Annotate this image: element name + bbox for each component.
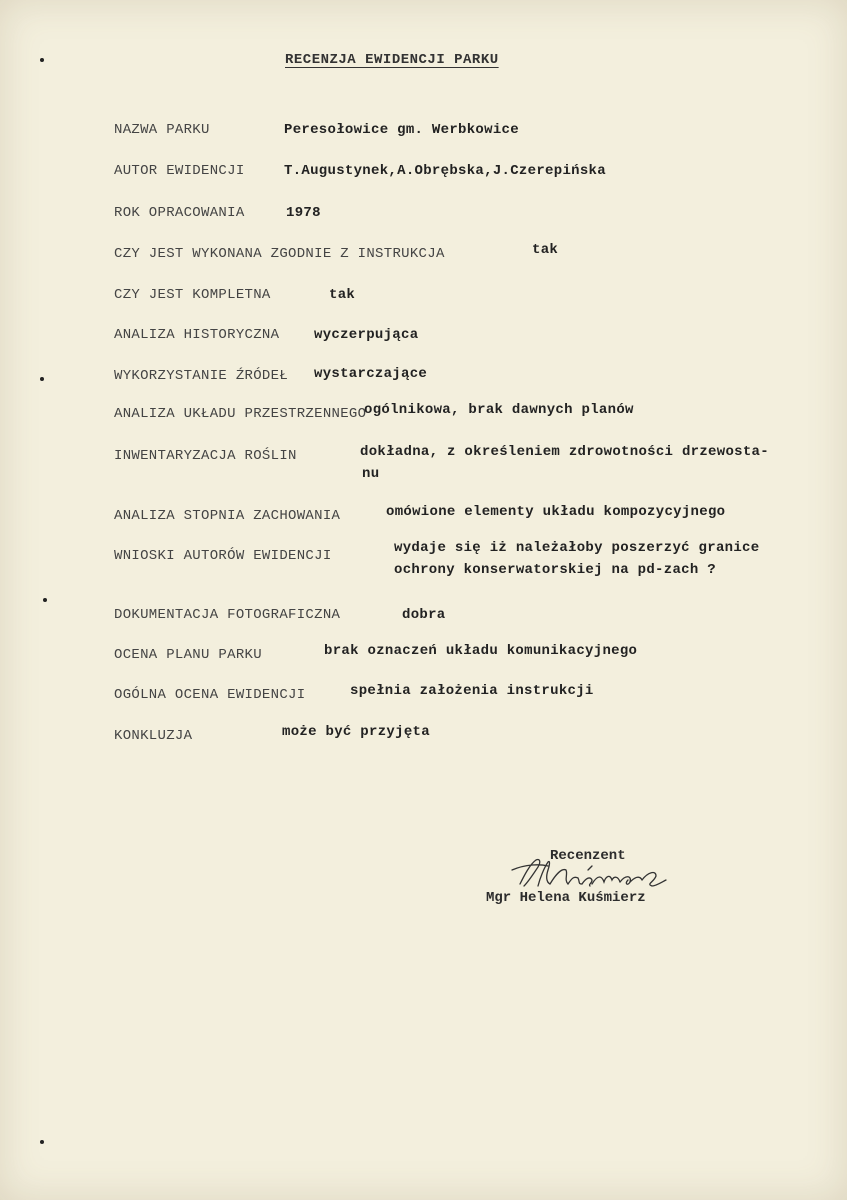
field-sources [114,366,428,384]
field-spatial-layout [114,402,634,422]
field-value: może być przyjęta [282,724,430,740]
field-label: WNIOSKI AUTORÓW EWIDENCJI [114,548,332,564]
field-value-continued: nu [362,466,380,482]
field-value: wyczerpująca [314,327,419,343]
field-value: brak oznaczeń układu komunikacyjnego [324,643,638,659]
field-value: omówione elementy układu kompozycyjnego [386,504,726,520]
reviewer-block [482,848,702,908]
field-value: wydaje się iż należałoby poszerzyć granice [394,540,760,556]
field-label: WYKORZYSTANIE ŹRÓDEŁ [114,368,289,384]
field-label: ANALIZA HISTORYCZNA [114,327,280,343]
field-value: dokładna, z określeniem zdrowotności drzewosta- [360,444,769,460]
field-park-name [114,122,519,138]
field-preservation [114,504,726,524]
field-label: KONKLUZJA [114,728,193,744]
field-value: T.Augustynek,A.Obrębska,J.Czerepińska [284,163,606,179]
field-value: 1978 [286,205,321,221]
field-label: AUTOR EWIDENCJI [114,163,245,179]
document-title: RECENZJA EWIDENCJI PARKU [285,52,499,68]
field-author [114,163,606,179]
field-value: wystarczające [314,366,428,382]
binder-hole [40,58,44,62]
field-label: INWENTARYZACJA ROŚLIN [114,448,297,464]
field-value-continued: ochrony konserwatorskiej na pd-zach ? [394,562,716,578]
field-photo-documentation [114,607,446,623]
reviewer-name: Mgr Helena Kuśmierz [486,890,646,906]
field-value: tak [329,287,356,303]
field-label: ANALIZA UKŁADU PRZESTRZENNEGO [114,406,367,422]
field-conclusion [114,724,430,744]
field-historical-analysis [114,327,419,343]
field-value: ogólnikowa, brak dawnych planów [364,402,634,418]
field-label: ANALIZA STOPNIA ZACHOWANIA [114,508,341,524]
field-label: OGÓLNA OCENA EWIDENCJI [114,687,306,703]
field-label: ROK OPRACOWANIA [114,205,245,221]
binder-hole [40,1140,44,1144]
field-value: spełnia założenia instrukcji [350,683,594,699]
field-label: DOKUMENTACJA FOTOGRAFICZNA [114,607,341,623]
field-overall-evaluation [114,683,594,703]
field-plant-inventory [114,444,769,482]
field-label: CZY JEST WYKONANA ZGODNIE Z INSTRUKCJA [114,246,445,262]
field-label: CZY JEST KOMPLETNA [114,287,271,303]
field-year [114,205,321,221]
field-compliance [114,242,559,262]
field-park-plan [114,643,638,663]
reviewer-title: Recenzent [550,848,626,864]
field-author-conclusions [114,540,760,578]
field-label: OCENA PLANU PARKU [114,647,262,663]
field-value: tak [532,242,559,258]
binder-hole [43,598,47,602]
field-completeness [114,287,356,303]
field-value: Peresołowice gm. Werbkowice [284,122,519,138]
handwritten-signature [506,854,686,894]
binder-hole [40,377,44,381]
field-label: NAZWA PARKU [114,122,210,138]
field-value: dobra [402,607,446,623]
